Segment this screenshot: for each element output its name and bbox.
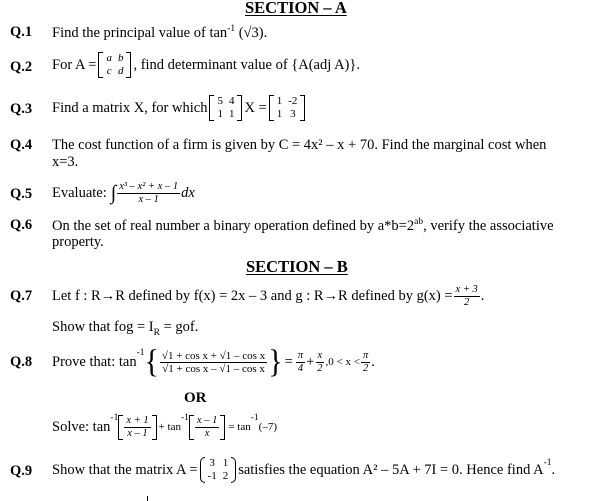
q3-matrix-left: 5 4 1 1 (209, 95, 242, 121)
section-a-title: SECTION – A (245, 0, 347, 17)
q3-text: Find a matrix X, for which 5 4 1 1 X = 1 -2 1 3 (52, 89, 307, 127)
q8b-bracket-2: $\frac{x - 1}{x}$ (189, 415, 225, 440)
q7-number: Q.7 (10, 288, 33, 304)
q4-number: Q.4 (10, 137, 33, 153)
q9-matrix: 3 1 -1 2 (200, 457, 237, 483)
q4-line2: x=3. (52, 154, 79, 170)
q7-line2: Show that fog = $I_R$ = gof. (52, 319, 199, 338)
q6-line2: property. (52, 234, 104, 250)
q1-number: Q.1 (10, 24, 33, 40)
q6-line1: On the set of real number a binary operation defined by $a*b=2^{ab}$, verify the associative (52, 217, 554, 234)
q3-matrix-right: 1 -2 1 3 (269, 95, 306, 121)
q5-number: Q.5 (10, 186, 33, 202)
q4-line1: The cost function of a firm is given by C = 4x² – x + 70. Find the marginal cost when (52, 137, 547, 153)
section-b-title: SECTION – B (246, 257, 348, 276)
q8b-text: Solve: tan -1 $\frac{x + 1}{x - 1}$ + tan -1 $\frac{x - 1}{x}$ = tan -1 (–7) (52, 413, 277, 439)
page-cut-mark (147, 496, 148, 501)
q7-line1: Let f : R→R defined by f(x) = 2x – 3 and g : R→R defined by g(x) = $\frac{x + 3}{2}$ . (52, 283, 485, 308)
q9-number: Q.9 (10, 463, 33, 479)
q8-brace-group: { $\frac{\text{√1 + cos x + √1 – cos x}}{\text{√1 + cos x – √1 – cos x}}$ } (144, 343, 283, 380)
q8-number: Q.8 (10, 354, 33, 370)
or-divider: OR (184, 390, 207, 406)
q2-matrix: a b c d (98, 52, 131, 78)
q5-text: Evaluate: ∫ $\frac{\text{x³ – x² + x – 1}}{x - 1}$ dx (52, 180, 195, 205)
q2-number: Q.2 (10, 59, 33, 75)
q6-number: Q.6 (10, 217, 33, 233)
q8-text: Prove that: tan -1 { $\frac{\text{√1 + cos x + √1 – cos x}}{\text{√1 + cos x – √1 – cos x}}$ } = $\frac{\pi}{4}$ + $\frac{x}{2}$ ,0 < x < $\frac{\pi}{2}$ . (52, 343, 375, 380)
q2-text: For A = a b c d , find determinant value of {A(adj A)}. (52, 52, 360, 77)
q3-number: Q.3 (10, 101, 33, 117)
q9-text: Show that the matrix A = 3 1 -1 2 satisfies the equation A² – 5A + 7I = 0. Hence find A -1 . (52, 457, 556, 482)
q8b-bracket-1: $\frac{x + 1}{x - 1}$ (118, 415, 156, 440)
q1-text: Find the principal value of $\tan^{-1} (√3)$. (52, 24, 268, 41)
